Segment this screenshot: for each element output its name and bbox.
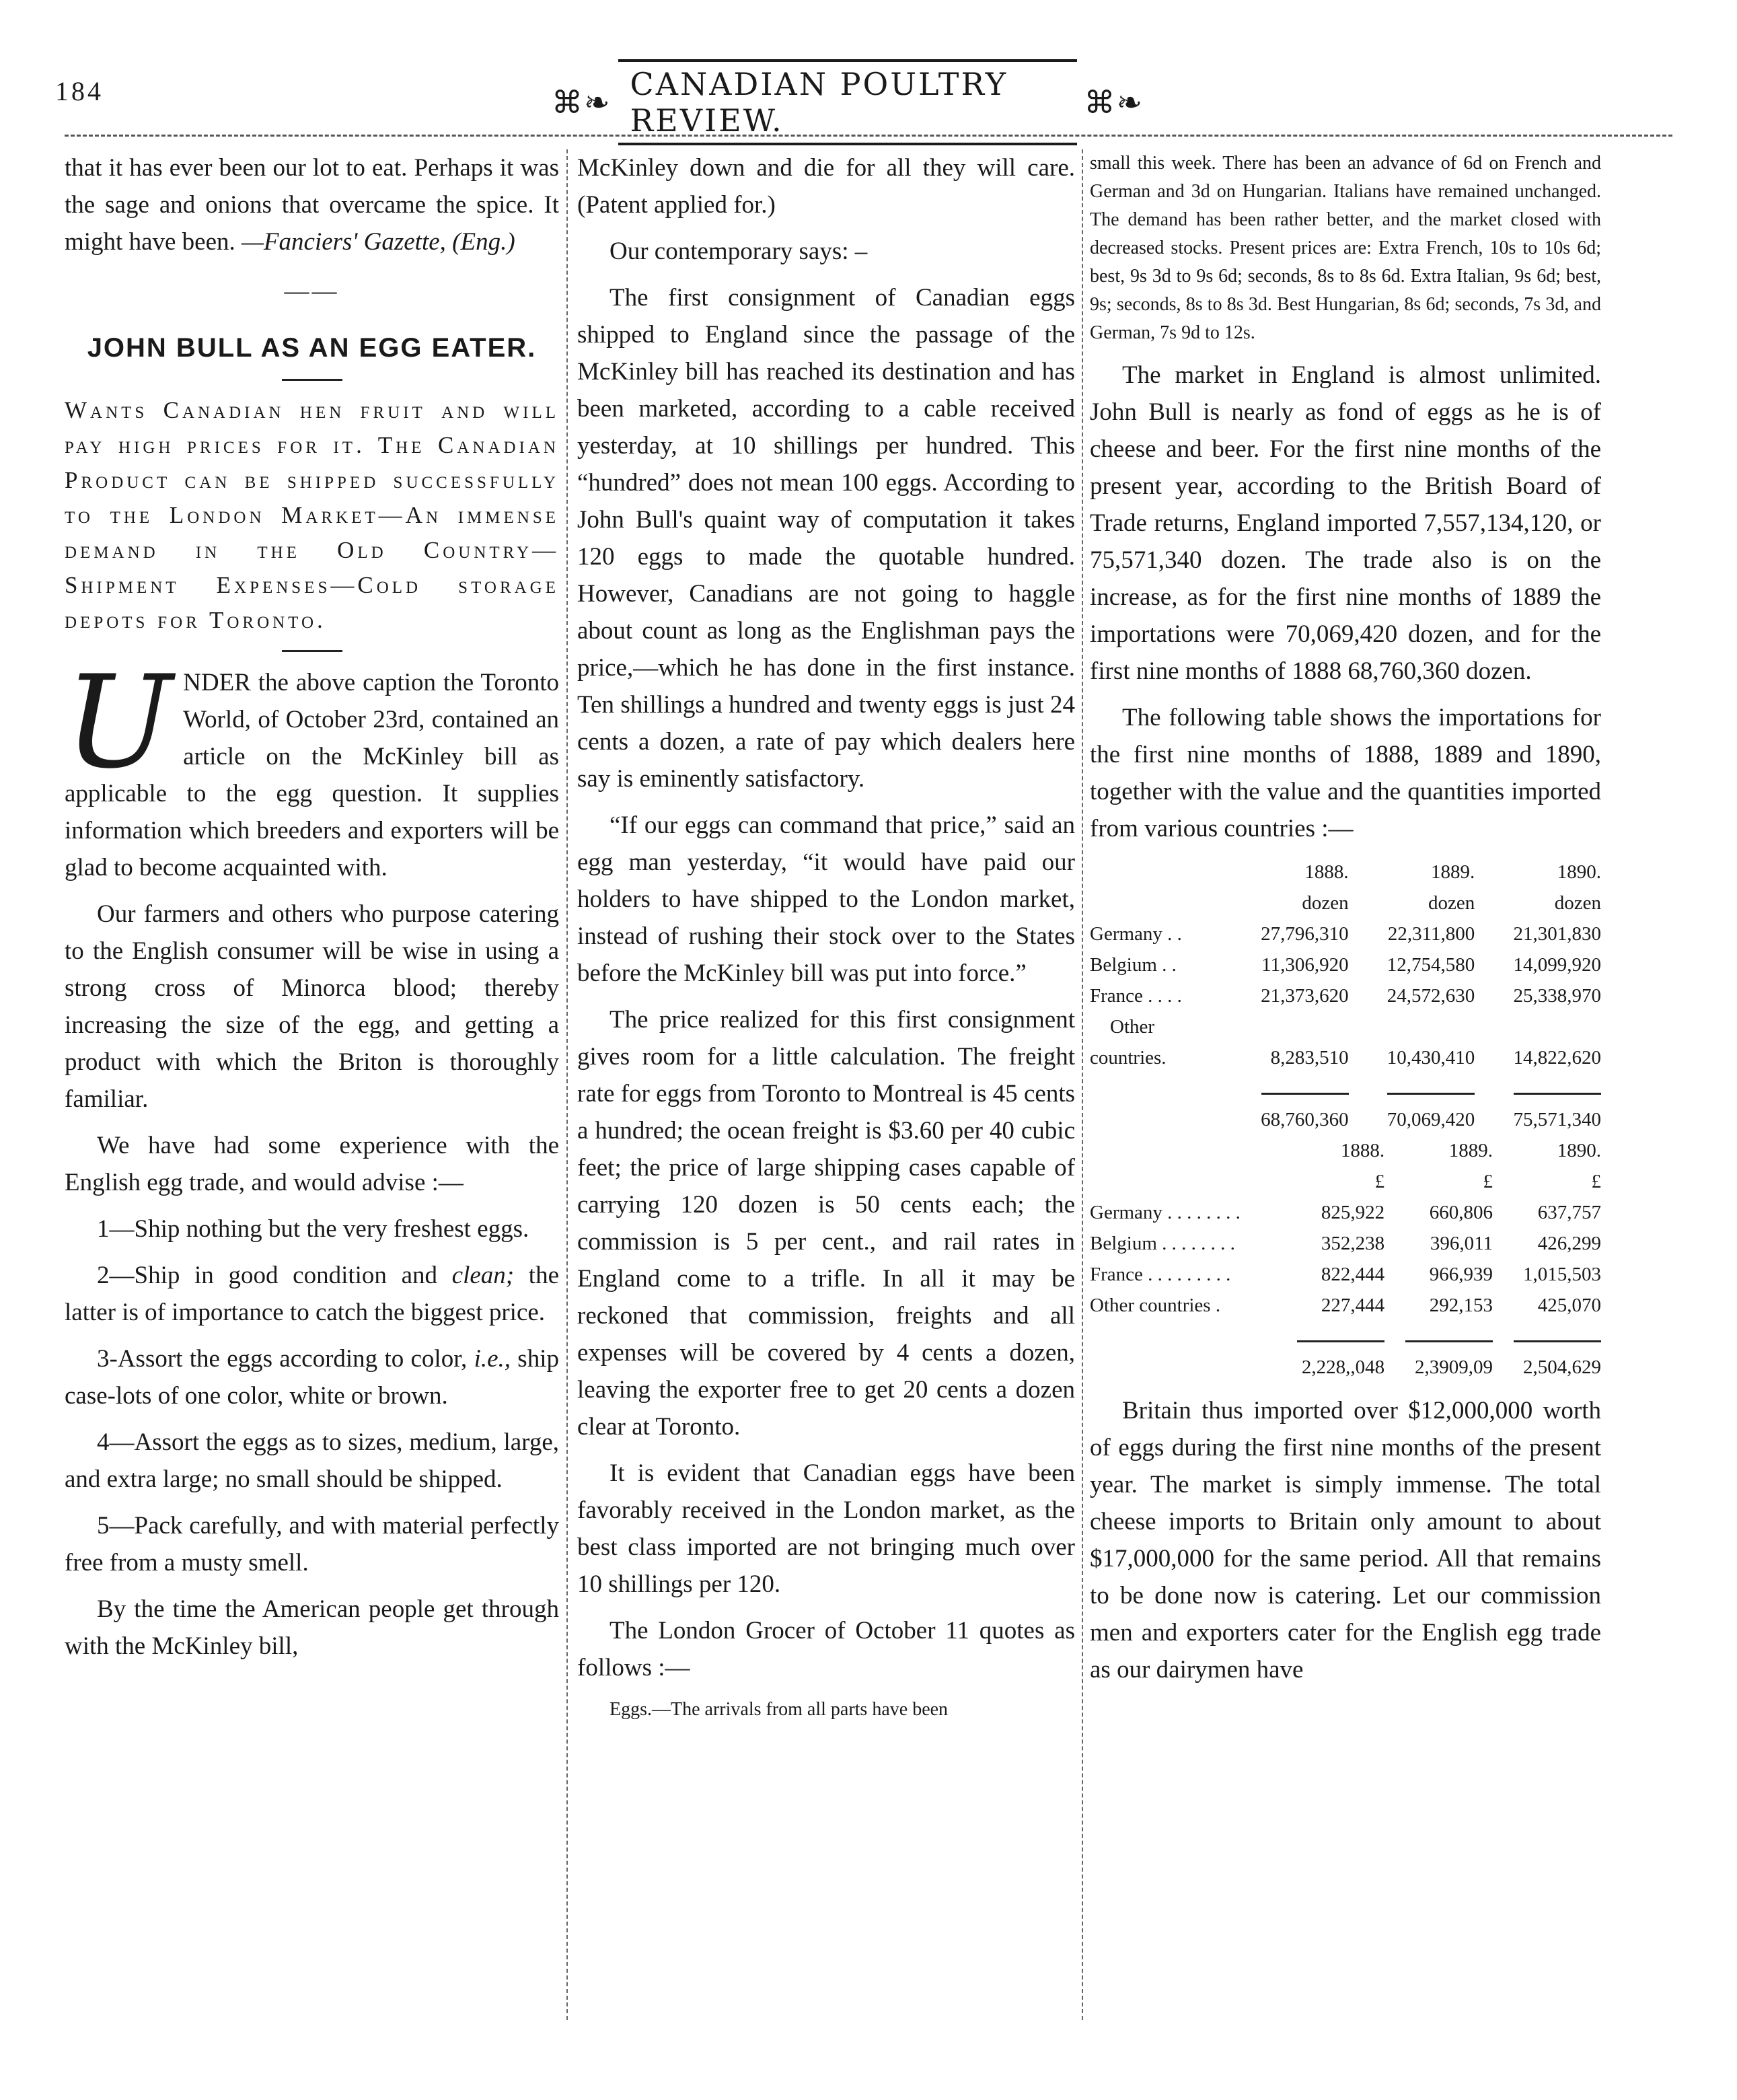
table-row [1090,1197,1601,1228]
value-cell: 426,299 [1537,1233,1601,1254]
table-cell [1090,1321,1276,1352]
country-cell: Other [1110,1016,1155,1038]
table-row [1090,1011,1601,1042]
list-item: 1—Ship nothing but the very freshest eggs. [97,1215,529,1243]
column-right [1090,149,1601,1698]
article-heading: JOHN BULL AS AN EGG EATER. [87,333,537,363]
table-cell [1090,1073,1222,1104]
year-header: 1889. [1448,1140,1493,1161]
value-cell: 660,806 [1429,1202,1493,1223]
ornament-left-icon: ⌘❧ [552,85,612,120]
value-cell: 21,301,830 [1513,923,1601,945]
list-item [65,1340,559,1414]
attribution: —Fanciers' Gazette, (Eng.) [242,228,515,256]
paragraph: The price realized for this first consignment gives room for a little calculation. The freight rate for eggs from Toronto to Montreal is 45 cents a hundred; the ocean freight is $3.60 per 40 cubic feet; the price of large shipping cases capable of carrying 120 dozen is 50 cents each; the commission is 5 per cent., and rail rates in England come to a trifle. In all it may be reckoned that commission, freights and all expenses will be covered by 4 cents a dozen, leaving the exporter free to get 20 cents a dozen clear at Toronto. [577,1006,1075,1441]
paragraph: The London Grocer of October 11 quotes as follows :— [577,1617,1075,1681]
total-rule [1297,1340,1384,1342]
year-header: 1888. [1340,1140,1385,1161]
total-cell: 75,571,340 [1513,1109,1601,1130]
total-cell: 2,228,,048 [1301,1356,1385,1378]
paragraph [65,149,559,260]
table-cell [1349,1073,1475,1104]
value-cell [1475,1011,1601,1042]
value-cell: 822,444 [1321,1264,1385,1285]
list-item: 4—Assort the eggs as to sizes, medium, large, and extra large; no small should be shipped. [65,1428,559,1493]
table-unit-row [1090,1166,1601,1197]
table-header-row [1090,1135,1601,1166]
table-row [1090,1042,1601,1073]
table-cell [1090,1166,1276,1197]
paragraph: “If our eggs can command that price,” said an egg man yesterday, “it would have paid our holders to have shipped to the London market, instead of rushing their stock over to the States before the McKinley bill was put into force.” [577,811,1075,987]
value-cell: 12,754,580 [1387,954,1475,976]
year-header: 1888. [1304,861,1349,883]
value-cell: 292,153 [1429,1295,1493,1316]
paragraph: The market in England is almost unlimited. John Bull is nearly as fond of eggs as he is of cheese and beer. For the first nine months of the present year, according to the British Board of Trade returns, England imported 7,557,134,120, or 75,571,340 dozen. The trade also is on the increase, as for the first nine months of 1889 the importations were 70,069,420 dozen, and for the first nine months of 1888 68,760,360 dozen. [1090,361,1601,685]
masthead-title: CANADIAN POULTRY REVIEW. [618,59,1078,145]
value-cell [1349,1011,1475,1042]
table-row [1090,1228,1601,1259]
total-rule-row [1090,1321,1601,1352]
table-cell [1090,1135,1276,1166]
table-cell [1493,1321,1601,1352]
value-cell: 22,311,800 [1387,923,1475,945]
masthead [552,62,1144,143]
imports-value-table [1090,1135,1601,1383]
table-unit-row [1090,888,1601,918]
total-cell: 70,069,420 [1387,1109,1475,1130]
total-rule [1514,1093,1601,1095]
total-rule-row [1090,1073,1601,1104]
paragraph: The following table shows the importations for the first nine months of 1888, 1889 and 1890, together with the value and the quantities imported from various countries :— [1090,704,1601,842]
year-header: 1889. [1431,861,1475,883]
paragraph: Britain thus imported over $12,000,000 worth of eggs during the first nine months of the present year. The market is simply immense. The total cheese imports to Britain only amount to about $17,000,000 for the same period. All that remains to be done now is catering. Let our commission men and exporters cater for the English egg trade as our dairymen have [1090,1397,1601,1683]
table-row [1090,1290,1601,1321]
total-rule [1387,1093,1475,1095]
value-cell [1222,1011,1349,1042]
table-row [1090,1259,1601,1290]
table-cell [1090,1104,1222,1135]
value-cell: 25,338,970 [1513,985,1601,1007]
emphasis: clean; [451,1262,515,1289]
year-header: 1890. [1557,861,1601,883]
unit-header: dozen [1428,892,1475,914]
paragraph: McKinley down and die for all they will care. (Patent applied for.) [577,154,1075,219]
country-cell: Belgium . . . . . . . . [1090,1233,1235,1254]
value-cell: 8,283,510 [1270,1047,1349,1069]
continuation-text: that it has ever been our lot to eat. Perhaps it was the sage and onions that overcame the spice. It might have been. [65,154,559,256]
total-rule [1405,1340,1493,1342]
unit-header: dozen [1554,892,1601,914]
table-cell [1276,1321,1384,1352]
page-number: 184 [55,76,104,106]
value-cell: 11,306,920 [1261,954,1349,976]
value-cell: 21,373,620 [1261,985,1349,1007]
country-cell: Germany . . [1090,923,1182,945]
lead-paragraph [65,648,559,886]
article-subheading: Wants Canadian hen fruit and will pay high prices for it. The Canadian Product can be shipped successfully to the London Market—An immense demand in the Old Country—Shipment Expenses—Cold storage depots for Toronto. [65,397,559,633]
value-cell: 825,922 [1321,1202,1385,1223]
column-divider [1082,149,1083,2020]
value-cell: 14,822,620 [1513,1047,1601,1069]
country-cell: Other countries . [1090,1295,1221,1316]
country-cell: France . . . . . . . . . [1090,1264,1231,1285]
quoted-report: small this week. There has been an advance of 6d on French and German and 3d on Hungarian. Italians have remained unchanged. The demand has been rather better, and the market closed with decreased stocks. Present prices are: Extra French, 10s to 10s 6d; best, 9s 3d to 9s 6d; seconds, 8s to 8s 6d. Extra Italian, 9s 6d; best, 9s; seconds, 8s to 8s 3d. Best Hungarian, 8s 6d; seconds, 7s 3d, and German, 7s 9d to 12s. [1090,153,1601,343]
value-cell: 10,430,410 [1387,1047,1475,1069]
year-header: 1890. [1557,1140,1601,1161]
country-cell: Belgium . . [1090,954,1177,976]
separator-rule [282,650,342,652]
list-item-text: the latter is of importance to catch the biggest price. [65,1262,559,1326]
paragraph: Our contemporary says: – [609,238,868,265]
value-cell: 14,099,920 [1513,954,1601,976]
header-rule [65,135,1672,137]
value-cell: 425,070 [1537,1295,1601,1316]
total-cell: 2,3909,09 [1415,1356,1493,1378]
lead-text: NDER the above caption the Toronto World, of October 23rd, contained an article on the McKinley bill as applicable to the egg question. It supplies information which breeders and exporters will be glad to become acquainted with. [65,669,559,881]
table-cell [1090,1352,1276,1383]
paragraph: It is evident that Canadian eggs have been favorably received in the London market, as the best class imported are not bringing much over 10 shillings per 120. [577,1459,1075,1598]
value-cell: 1,015,503 [1523,1264,1601,1285]
list-item-text: 3-Assort the eggs according to color, [97,1345,474,1373]
list-item-text: ship case-lots of one color, white or brown. [65,1345,559,1410]
paragraph: The first consignment of Canadian eggs shipped to England since the passage of the McKinley bill has reached its destination and has been marketed, according to a cable received yesterday, at 10 shillings per hundred. This “hundred” does not mean 100 eggs. According to John Bull's quaint way of computation it takes 120 eggs to made the quotable hundred. However, Canadians are not going to haggle about count as long as the Englishman pays the price,—which he has done in the first instance. Ten shillings a hundred and twenty eggs is just 24 cents a dozen, a rate of pay which dealers here say is eminently satisfactory. [577,284,1075,793]
emphasis: i.e., [474,1345,511,1373]
list-item: 5—Pack carefully, and with material perfectly free from a musty smell. [65,1512,559,1577]
table-row [1090,918,1601,949]
table-header-row [1090,857,1601,888]
value-cell: 396,011 [1430,1233,1493,1254]
imports-quantity-table [1090,857,1601,1135]
value-cell: 227,444 [1321,1295,1385,1316]
paragraph: By the time the American people get through with the McKinley bill, [65,1595,559,1660]
pound-sign-icon: £ [1483,1171,1493,1192]
total-rule [1261,1093,1349,1095]
total-cell: 68,760,360 [1261,1109,1349,1130]
country-cell: France . . . . [1090,985,1182,1007]
table-cell [1384,1321,1493,1352]
value-cell: 352,238 [1321,1233,1385,1254]
list-item-text: 2—Ship in good condition and [97,1262,452,1289]
quoted-report: Eggs.—The arrivals from all parts have been [609,1699,949,1720]
total-rule [1514,1340,1601,1342]
list-item [65,1257,559,1331]
value-cell: 637,757 [1537,1202,1601,1223]
table-row [1090,980,1601,1011]
separator-rule [282,379,342,381]
column-left [65,149,559,1674]
paragraph: Our farmers and others who purpose catering to the English consumer will be wise in using a strong cross of Minorca blood; thereby increasing the size of the egg, and getting a product with which the Briton is thoroughly familiar. [65,900,559,1113]
pound-sign-icon: £ [1374,1171,1385,1192]
table-row [1090,949,1601,980]
value-cell: 966,939 [1429,1264,1493,1285]
total-row [1090,1352,1601,1383]
paragraph: We have had some experience with the English egg trade, and would advise :— [65,1132,559,1196]
table-cell [1222,1073,1349,1104]
table-cell [1090,888,1222,918]
total-row [1090,1104,1601,1135]
total-cell: 2,504,629 [1523,1356,1601,1378]
pound-sign-icon: £ [1591,1171,1601,1192]
drop-cap: U [65,648,173,797]
table-cell [1090,857,1222,888]
column-middle [577,149,1075,1733]
ornament-right-icon: ⌘❧ [1084,85,1144,120]
column-divider [566,149,568,2020]
value-cell: 24,572,630 [1387,985,1475,1007]
value-cell: 27,796,310 [1261,923,1349,945]
unit-header: dozen [1302,892,1349,914]
table-cell [1475,1073,1601,1104]
separator: —— [284,277,340,305]
country-cell: Germany . . . . . . . . [1090,1202,1241,1223]
country-cell: countries. [1090,1047,1167,1069]
